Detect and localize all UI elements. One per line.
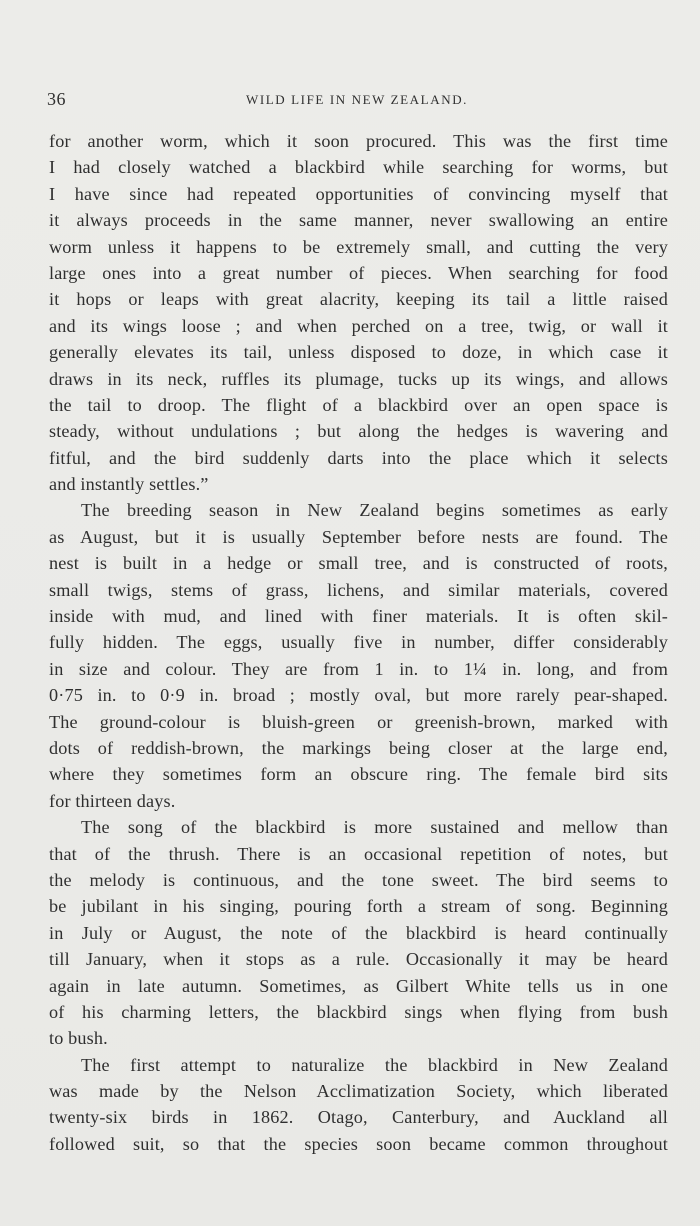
text-line: twenty-six birds in 1862. Otago, Canterbury, and Auckland all bbox=[49, 1107, 668, 1128]
text-line: 0·75 in. to 0·9 in. broad ; mostly oval, but more rarely pear-shaped. bbox=[49, 685, 668, 706]
text-line: for thirteen days. bbox=[49, 790, 176, 811]
text-line: small twigs, stems of grass, lichens, and similar materials, covered bbox=[49, 579, 668, 600]
text-line: the melody is continuous, and the tone sweet. The bird seems to bbox=[49, 869, 668, 890]
running-title: WILD LIFE IN NEW ZEALAND. bbox=[245, 92, 469, 107]
paragraph-start-line: The breeding season in New Zealand begins sometimes as early bbox=[81, 500, 668, 521]
text-line: fitful, and the bird suddenly darts into the place which it selects bbox=[49, 447, 668, 468]
text-line: was made by the Nelson Acclimatization Society, which liberated bbox=[49, 1081, 668, 1102]
text-line: generally elevates its tail, unless disposed to doze, in which case it bbox=[49, 342, 668, 363]
text-line: I had closely watched a blackbird while searching for worms, but bbox=[49, 157, 668, 178]
text-line: large ones into a great number of pieces. When searching for food bbox=[49, 262, 668, 283]
text-line: that of the thrush. There is an occasional repetition of notes, but bbox=[49, 843, 668, 864]
text-line: The ground-colour is bluish-green or greenish-brown, marked with bbox=[49, 711, 668, 732]
text-line: it hops or leaps with great alacrity, keeping its tail a little raised bbox=[49, 289, 668, 310]
paragraph-start-line: The first attempt to naturalize the blackbird in New Zealand bbox=[81, 1054, 668, 1075]
text-line: steady, without undulations ; but along the hedges is wavering and bbox=[49, 421, 668, 442]
text-line: and instantly settles.” bbox=[49, 474, 209, 495]
text-line: of his charming letters, the blackbird sings when flying from bush bbox=[49, 1001, 668, 1022]
text-line: I have since had repeated opportunities of convincing myself that bbox=[49, 183, 668, 204]
text-line: fully hidden. The eggs, usually five in number, differ considerably bbox=[49, 632, 668, 653]
text-line: followed suit, so that the species soon became common throughout bbox=[49, 1133, 668, 1154]
text-line: in July or August, the note of the blackbird is heard continually bbox=[49, 922, 668, 943]
text-line: worm unless it happens to be extremely small, and cutting the very bbox=[49, 236, 668, 257]
paragraph-start-line: The song of the blackbird is more sustained and mellow than bbox=[81, 817, 668, 838]
text-line: the tail to droop. The flight of a blackbird over an open space is bbox=[49, 394, 668, 415]
text-line: nest is built in a hedge or small tree, and is constructed of roots, bbox=[49, 553, 668, 574]
text-line: draws in its neck, ruffles its plumage, tucks up its wings, and allows bbox=[49, 368, 668, 389]
text-line: inside with mud, and lined with finer materials. It is often skil- bbox=[49, 606, 668, 627]
running-head bbox=[47, 89, 667, 113]
text-line: as August, but it is usually September before nests are found. The bbox=[49, 526, 668, 547]
text-line: and its wings loose ; and when perched on a tree, twig, or wall it bbox=[49, 315, 668, 336]
text-line: again in late autumn. Sometimes, as Gilbert White tells us in one bbox=[49, 975, 668, 996]
text-line: till January, when it stops as a rule. Occasionally it may be heard bbox=[49, 949, 668, 970]
body-text bbox=[49, 128, 668, 1157]
text-line: for another worm, which it soon procured. This was the first time bbox=[49, 131, 668, 151]
text-line: dots of reddish-brown, the markings being closer at the large end, bbox=[49, 737, 668, 758]
text-line: it always proceeds in the same manner, never swallowing an entire bbox=[49, 210, 668, 231]
text-line: where they sometimes form an obscure ring. The female bird sits bbox=[49, 764, 668, 785]
text-line: to bush. bbox=[49, 1028, 108, 1049]
text-line: in size and colour. They are from 1 in. to 1¼ in. long, and from bbox=[49, 658, 668, 679]
text-line: be jubilant in his singing, pouring forth a stream of song. Beginning bbox=[49, 896, 668, 917]
page-number: 36 bbox=[47, 89, 66, 109]
